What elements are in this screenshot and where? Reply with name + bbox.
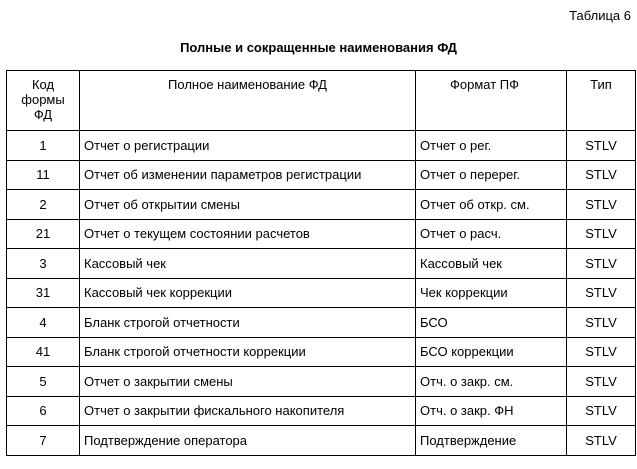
cell-type: STLV [567,160,636,190]
cell-format: БСО [416,308,567,338]
cell-code: 4 [7,308,80,338]
cell-full-name: Кассовый чек коррекции [80,278,416,308]
cell-format: БСО коррекции [416,337,567,367]
cell-code: 3 [7,249,80,279]
table-row [7,367,636,397]
cell-format: Отчет о перерег. [416,160,567,190]
cell-type: STLV [567,219,636,249]
cell-format: Отч. о закр. ФН [416,396,567,426]
cell-full-name: Кассовый чек [80,249,416,279]
cell-code: 41 [7,337,80,367]
cell-code: 6 [7,396,80,426]
cell-format: Отч. о закр. см. [416,367,567,397]
cell-code: 21 [7,219,80,249]
table-row [7,160,636,190]
cell-full-name: Отчет об изменении параметров регистрации [80,160,416,190]
cell-format: Кассовый чек [416,249,567,279]
cell-format: Отчет о расч. [416,219,567,249]
table-header-row [7,71,636,131]
cell-format: Чек коррекции [416,278,567,308]
cell-full-name: Отчет о регистрации [80,131,416,161]
header-full-name: Полное наименование ФД [80,71,416,131]
cell-type: STLV [567,190,636,220]
table-row [7,190,636,220]
header-code [7,71,80,131]
table-row [7,249,636,279]
cell-code: 31 [7,278,80,308]
cell-type: STLV [567,308,636,338]
cell-type: STLV [567,249,636,279]
cell-full-name: Отчет о закрытии фискального накопителя [80,396,416,426]
cell-type: STLV [567,278,636,308]
cell-code: 2 [7,190,80,220]
header-format: Формат ПФ [416,71,567,131]
cell-code: 11 [7,160,80,190]
table-row [7,131,636,161]
cell-format: Подтверждение [416,426,567,456]
cell-type: STLV [567,426,636,456]
table-number: Таблица 6 [569,8,631,23]
cell-full-name: Отчет о текущем состоянии расчетов [80,219,416,249]
cell-type: STLV [567,367,636,397]
cell-code: 1 [7,131,80,161]
cell-type: STLV [567,337,636,367]
table-row [7,337,636,367]
cell-code: 5 [7,367,80,397]
table-body [7,131,636,456]
cell-full-name: Бланк строгой отчетности [80,308,416,338]
table-row [7,278,636,308]
table-row [7,219,636,249]
header-type: Тип [567,71,636,131]
cell-full-name: Бланк строгой отчетности коррекции [80,337,416,367]
table-caption: Полные и сокращенные наименования ФД [180,40,457,55]
header-code-text: Код формы ФД [21,77,65,122]
table-row [7,308,636,338]
cell-full-name: Отчет о закрытии смены [80,367,416,397]
cell-code: 7 [7,426,80,456]
cell-full-name: Отчет об открытии смены [80,190,416,220]
table-row [7,426,636,456]
fd-names-table [6,70,636,456]
cell-type: STLV [567,396,636,426]
cell-format: Отчет об откр. см. [416,190,567,220]
cell-full-name: Подтверждение оператора [80,426,416,456]
table-row [7,396,636,426]
cell-type: STLV [567,131,636,161]
cell-format: Отчет о рег. [416,131,567,161]
